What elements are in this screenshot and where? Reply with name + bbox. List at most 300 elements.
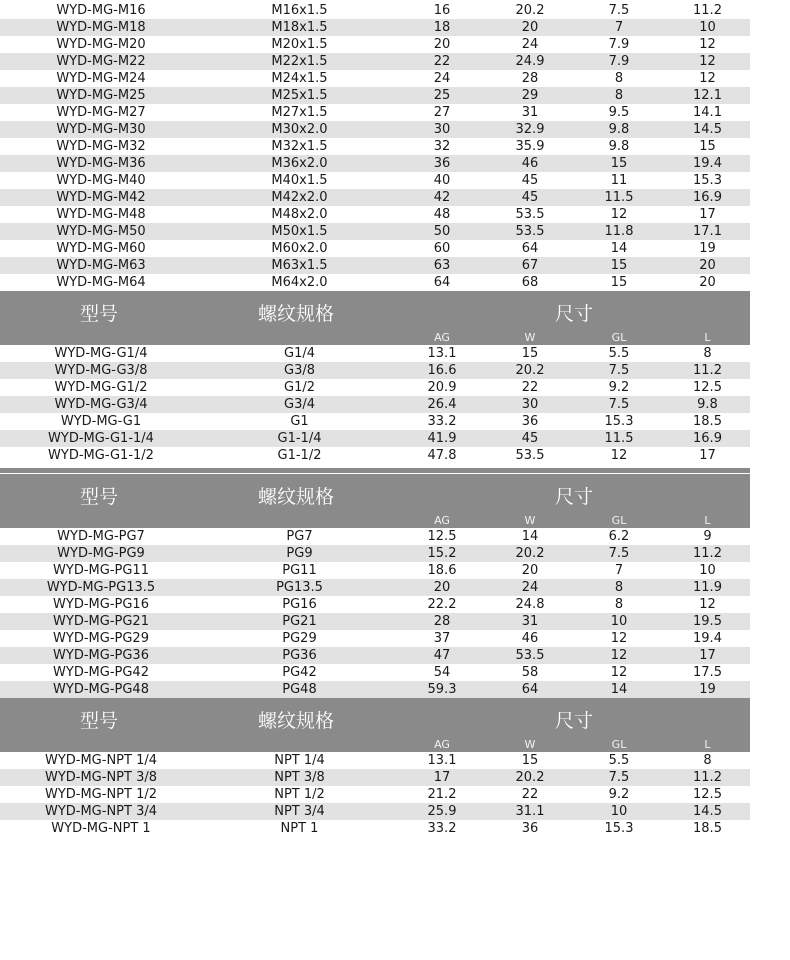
cell-model: WYD-MG-G1-1/4	[48, 431, 154, 446]
cell-thread: M50x1.5	[271, 224, 328, 239]
cell-ag: 48	[433, 207, 451, 222]
cell-ag: 20.9	[427, 380, 457, 395]
cell-w: 46	[521, 631, 539, 646]
cell-ag: 60	[433, 241, 451, 256]
section-divider	[0, 464, 750, 474]
cell-l: 12	[699, 71, 716, 86]
cell-ag: 36	[433, 156, 451, 171]
table-header	[0, 474, 750, 528]
cell-model: WYD-MG-M30	[56, 122, 146, 137]
cell-gl: 7.9	[608, 37, 630, 52]
header-subcolumns	[0, 514, 750, 528]
cell-thread: PG7	[286, 529, 313, 544]
cell-thread: PG9	[286, 546, 313, 561]
cell-ag: 50	[433, 224, 451, 239]
table-header	[0, 698, 750, 752]
cell-l: 11.2	[693, 363, 722, 378]
cell-gl: 10	[610, 614, 628, 629]
cell-model: WYD-MG-M63	[56, 258, 146, 273]
cell-gl: 7.5	[608, 546, 630, 561]
header-spacer	[0, 738, 397, 752]
cell-thread: PG42	[282, 665, 317, 680]
cell-model: WYD-MG-PG13.5	[46, 580, 156, 595]
cell-gl: 8	[614, 580, 624, 595]
cell-w: 45	[521, 431, 539, 446]
cell-l: 19.4	[693, 631, 722, 646]
cell-ag: 47	[433, 648, 451, 663]
table-header	[0, 291, 750, 345]
cell-l: 19.4	[693, 156, 722, 171]
header-w: W	[524, 738, 536, 751]
cell-ag: 18	[433, 20, 451, 35]
cell-l: 19.5	[693, 614, 722, 629]
cell-gl: 15.3	[604, 821, 634, 836]
cell-gl: 15	[610, 258, 628, 273]
cell-gl: 9.8	[608, 139, 630, 154]
cell-gl: 7.5	[608, 770, 630, 785]
cell-model: WYD-MG-M50	[56, 224, 146, 239]
cell-gl: 10	[610, 804, 628, 819]
cell-ag: 15.2	[427, 546, 457, 561]
cell-l: 17	[699, 448, 716, 463]
cell-model: WYD-MG-G3/4	[54, 397, 148, 412]
header-size: 尺寸	[555, 303, 594, 325]
table-row	[0, 345, 750, 362]
cell-w: 53.5	[515, 648, 545, 663]
cell-ag: 33.2	[427, 414, 457, 429]
cell-w: 22	[521, 380, 539, 395]
header-gl: GL	[611, 331, 627, 344]
cell-ag: 20	[433, 37, 451, 52]
cell-thread: PG11	[282, 563, 317, 578]
cell-thread: NPT 3/4	[274, 804, 325, 819]
cell-ag: 47.8	[427, 448, 457, 463]
cell-model: WYD-MG-G1	[60, 414, 142, 429]
cell-gl: 12	[610, 448, 628, 463]
table-row	[0, 36, 750, 53]
cell-w: 53.5	[515, 448, 545, 463]
cell-w: 29	[521, 88, 539, 103]
header-ag: AG	[434, 514, 450, 527]
table-row	[0, 613, 750, 630]
header-size: 尺寸	[555, 710, 594, 732]
cell-ag: 17	[433, 770, 451, 785]
cell-model: WYD-MG-M32	[56, 139, 146, 154]
cell-l: 12	[699, 54, 716, 69]
cell-thread: PG36	[282, 648, 317, 663]
cell-w: 64	[521, 241, 539, 256]
header-ag: AG	[434, 738, 450, 751]
cell-l: 12	[699, 37, 716, 52]
cell-thread: M18x1.5	[271, 20, 328, 35]
cell-gl: 14	[610, 682, 628, 697]
header-l: L	[704, 738, 711, 751]
cell-model: WYD-MG-PG48	[53, 682, 149, 697]
cell-gl: 8	[614, 597, 624, 612]
table-row	[0, 786, 750, 803]
cell-gl: 8	[614, 88, 624, 103]
cell-thread: G1/2	[284, 380, 315, 395]
cell-thread: G1-1/2	[277, 448, 322, 463]
cell-l: 17	[699, 207, 716, 222]
cell-gl: 15.3	[604, 414, 634, 429]
cell-thread: M42x2.0	[271, 190, 328, 205]
cell-w: 15	[521, 753, 539, 768]
cell-l: 11.2	[693, 3, 722, 18]
cell-l: 20	[699, 275, 716, 290]
cell-w: 45	[521, 190, 539, 205]
cell-ag: 18.6	[427, 563, 457, 578]
cell-ag: 42	[433, 190, 451, 205]
cell-thread: M36x2.0	[271, 156, 328, 171]
cell-l: 14.1	[693, 105, 722, 120]
table-row	[0, 803, 750, 820]
cell-ag: 41.9	[427, 431, 457, 446]
cell-l: 17.1	[693, 224, 722, 239]
cell-gl: 14	[610, 241, 628, 256]
cell-gl: 9.2	[608, 787, 630, 802]
cell-w: 31	[521, 614, 539, 629]
cell-model: WYD-MG-PG29	[53, 631, 149, 646]
cell-model: WYD-MG-M60	[56, 241, 146, 256]
cell-thread: G1	[290, 414, 309, 429]
cell-thread: M63x1.5	[271, 258, 328, 273]
cell-thread: NPT 3/8	[274, 770, 325, 785]
cell-model: WYD-MG-G1/2	[54, 380, 148, 395]
cell-l: 17	[699, 648, 716, 663]
cell-model: WYD-MG-M64	[56, 275, 146, 290]
header-thread: 螺纹规格	[258, 303, 335, 325]
header-ag: AG	[434, 331, 450, 344]
cell-l: 20	[699, 258, 716, 273]
cell-gl: 6.2	[608, 529, 630, 544]
cell-w: 24.9	[515, 54, 545, 69]
cell-w: 14	[521, 529, 539, 544]
cell-ag: 25.9	[427, 804, 457, 819]
cell-thread: M24x1.5	[271, 71, 328, 86]
cell-w: 36	[521, 821, 539, 836]
table-row	[0, 681, 750, 698]
cell-gl: 11.5	[604, 190, 634, 205]
header-w: W	[524, 331, 536, 344]
cell-model: WYD-MG-PG11	[53, 563, 149, 578]
cell-w: 35.9	[515, 139, 545, 154]
cell-l: 15.3	[693, 173, 722, 188]
cell-ag: 21.2	[427, 787, 457, 802]
cell-thread: PG16	[282, 597, 317, 612]
divider-bar	[0, 468, 750, 473]
cell-ag: 54	[433, 665, 451, 680]
cell-model: WYD-MG-M16	[56, 3, 146, 18]
table-row	[0, 379, 750, 396]
cell-w: 20.2	[515, 363, 545, 378]
table-row	[0, 596, 750, 613]
table-row	[0, 664, 750, 681]
cell-gl: 9.2	[608, 380, 630, 395]
cell-thread: G3/8	[284, 363, 315, 378]
table-row	[0, 155, 750, 172]
cell-w: 22	[521, 787, 539, 802]
cell-w: 30	[521, 397, 539, 412]
cell-l: 11.2	[693, 770, 722, 785]
table-row	[0, 528, 750, 545]
cell-ag: 63	[433, 258, 451, 273]
cell-thread: M30x2.0	[271, 122, 328, 137]
cell-ag: 37	[433, 631, 451, 646]
cell-ag: 12.5	[427, 529, 457, 544]
header-spacer	[0, 514, 397, 528]
cell-gl: 11.8	[604, 224, 634, 239]
cell-ag: 28	[433, 614, 451, 629]
cell-model: WYD-MG-M40	[56, 173, 146, 188]
cell-w: 24.8	[515, 597, 545, 612]
cell-model: WYD-MG-G1/4	[54, 346, 148, 361]
cell-l: 10	[699, 563, 716, 578]
cell-model: WYD-MG-PG16	[53, 597, 149, 612]
cell-w: 20.2	[515, 3, 545, 18]
cell-l: 14.5	[693, 122, 722, 137]
header-gl: GL	[611, 514, 627, 527]
cell-ag: 20	[433, 580, 451, 595]
cell-model: WYD-MG-PG7	[57, 529, 145, 544]
spec-sheet	[0, 2, 750, 837]
cell-w: 15	[521, 346, 539, 361]
cell-w: 20	[521, 563, 539, 578]
cell-gl: 12	[610, 207, 628, 222]
cell-thread: PG13.5	[276, 580, 323, 595]
table-row	[0, 257, 750, 274]
table-section-metric	[0, 2, 750, 291]
cell-l: 15	[699, 139, 716, 154]
header-size: 尺寸	[555, 486, 594, 508]
cell-w: 58	[521, 665, 539, 680]
cell-w: 46	[521, 156, 539, 171]
header-thread: 螺纹规格	[258, 710, 335, 732]
header-model: 型号	[80, 710, 119, 732]
cell-ag: 26.4	[427, 397, 457, 412]
cell-model: WYD-MG-PG9	[57, 546, 145, 561]
cell-ag: 13.1	[427, 346, 457, 361]
table-row	[0, 630, 750, 647]
cell-gl: 8	[614, 71, 624, 86]
cell-gl: 7	[614, 20, 624, 35]
cell-thread: M20x1.5	[271, 37, 328, 52]
cell-gl: 12	[610, 648, 628, 663]
cell-l: 12.5	[693, 380, 722, 395]
cell-thread: NPT 1/2	[274, 787, 325, 802]
cell-l: 12.1	[693, 88, 722, 103]
header-model: 型号	[80, 303, 119, 325]
cell-thread: G3/4	[284, 397, 315, 412]
cell-model: WYD-MG-G3/8	[54, 363, 148, 378]
table-row	[0, 189, 750, 206]
cell-ag: 13.1	[427, 753, 457, 768]
cell-ag: 33.2	[427, 821, 457, 836]
cell-w: 32.9	[515, 122, 545, 137]
table-row	[0, 104, 750, 121]
cell-l: 14.5	[693, 804, 722, 819]
cell-gl: 12	[610, 665, 628, 680]
cell-thread: M16x1.5	[271, 3, 328, 18]
cell-thread: PG21	[282, 614, 317, 629]
table-row	[0, 274, 750, 291]
header-l: L	[704, 514, 711, 527]
table-row	[0, 121, 750, 138]
cell-l: 19	[699, 682, 716, 697]
cell-gl: 9.5	[608, 105, 630, 120]
table-row	[0, 647, 750, 664]
table-row	[0, 87, 750, 104]
cell-thread: G1/4	[284, 346, 315, 361]
cell-model: WYD-MG-M36	[56, 156, 146, 171]
cell-gl: 5.5	[608, 753, 630, 768]
table-row	[0, 172, 750, 189]
cell-gl: 7.9	[608, 54, 630, 69]
cell-l: 8	[703, 753, 712, 768]
cell-thread: M22x1.5	[271, 54, 328, 69]
header-model: 型号	[80, 486, 119, 508]
cell-l: 9	[703, 529, 712, 544]
cell-thread: M48x2.0	[271, 207, 328, 222]
cell-model: WYD-MG-NPT 1/2	[44, 787, 158, 802]
cell-ag: 32	[433, 139, 451, 154]
cell-ag: 16	[433, 3, 451, 18]
cell-l: 19	[699, 241, 716, 256]
cell-ag: 22.2	[427, 597, 457, 612]
cell-ag: 16.6	[427, 363, 457, 378]
cell-model: WYD-MG-PG36	[53, 648, 149, 663]
table-row	[0, 769, 750, 786]
cell-l: 11.2	[693, 546, 722, 561]
cell-l: 12	[699, 597, 716, 612]
cell-gl: 7.5	[608, 3, 630, 18]
cell-thread: M60x2.0	[271, 241, 328, 256]
table-row	[0, 752, 750, 769]
cell-w: 20	[521, 20, 539, 35]
cell-thread: M27x1.5	[271, 105, 328, 120]
cell-gl: 11.5	[604, 431, 634, 446]
table-row	[0, 562, 750, 579]
cell-gl: 7.5	[608, 363, 630, 378]
cell-model: WYD-MG-M18	[56, 20, 146, 35]
table-section-npt	[0, 752, 750, 837]
cell-gl: 15	[610, 275, 628, 290]
cell-ag: 30	[433, 122, 451, 137]
table-row	[0, 430, 750, 447]
cell-model: WYD-MG-M48	[56, 207, 146, 222]
table-row	[0, 138, 750, 155]
header-l: L	[704, 331, 711, 344]
cell-l: 16.9	[693, 431, 722, 446]
cell-model: WYD-MG-NPT 3/8	[44, 770, 158, 785]
table-row	[0, 2, 750, 19]
cell-l: 18.5	[693, 821, 722, 836]
cell-w: 53.5	[515, 207, 545, 222]
cell-ag: 22	[433, 54, 451, 69]
table-row	[0, 206, 750, 223]
cell-l: 9.8	[697, 397, 718, 412]
cell-w: 36	[521, 414, 539, 429]
table-row	[0, 447, 750, 464]
cell-ag: 59.3	[427, 682, 457, 697]
cell-w: 24	[521, 37, 539, 52]
cell-thread: M32x1.5	[271, 139, 328, 154]
cell-gl: 12	[610, 631, 628, 646]
table-row	[0, 396, 750, 413]
cell-thread: PG29	[282, 631, 317, 646]
cell-w: 31	[521, 105, 539, 120]
cell-model: WYD-MG-NPT 1	[51, 821, 151, 836]
table-row	[0, 413, 750, 430]
cell-l: 18.5	[693, 414, 722, 429]
cell-w: 68	[521, 275, 539, 290]
header-subcolumns	[0, 738, 750, 752]
cell-model: WYD-MG-M25	[56, 88, 146, 103]
cell-l: 17.5	[693, 665, 722, 680]
header-gl: GL	[611, 738, 627, 751]
cell-l: 16.9	[693, 190, 722, 205]
cell-w: 28	[521, 71, 539, 86]
cell-model: WYD-MG-PG42	[53, 665, 149, 680]
cell-model: WYD-MG-M42	[56, 190, 146, 205]
cell-model: WYD-MG-M20	[56, 37, 146, 52]
cell-gl: 7	[614, 563, 624, 578]
cell-w: 24	[521, 580, 539, 595]
cell-w: 20.2	[515, 546, 545, 561]
table-row	[0, 362, 750, 379]
cell-w: 31.1	[515, 804, 545, 819]
cell-ag: 25	[433, 88, 451, 103]
table-row	[0, 545, 750, 562]
cell-thread: M64x2.0	[271, 275, 328, 290]
table-row	[0, 19, 750, 36]
header-spacer	[0, 331, 397, 345]
cell-l: 12.5	[693, 787, 722, 802]
table-section-pg	[0, 528, 750, 698]
table-row	[0, 820, 750, 837]
cell-w: 67	[521, 258, 539, 273]
cell-w: 64	[521, 682, 539, 697]
cell-ag: 24	[433, 71, 451, 86]
table-section-g	[0, 345, 750, 464]
header-w: W	[524, 514, 536, 527]
cell-l: 8	[703, 346, 712, 361]
cell-w: 53.5	[515, 224, 545, 239]
cell-thread: G1-1/4	[277, 431, 322, 446]
cell-model: WYD-MG-M22	[56, 54, 146, 69]
cell-gl: 5.5	[608, 346, 630, 361]
header-subcolumns	[0, 331, 750, 345]
header-thread: 螺纹规格	[258, 486, 335, 508]
cell-model: WYD-MG-NPT 3/4	[44, 804, 158, 819]
table-row	[0, 579, 750, 596]
cell-model: WYD-MG-G1-1/2	[48, 448, 154, 463]
table-row	[0, 223, 750, 240]
cell-thread: NPT 1	[280, 821, 319, 836]
cell-l: 10	[699, 20, 716, 35]
cell-model: WYD-MG-NPT 1/4	[44, 753, 158, 768]
cell-gl: 9.8	[608, 122, 630, 137]
table-row	[0, 70, 750, 87]
cell-l: 11.9	[693, 580, 722, 595]
cell-model: WYD-MG-M27	[56, 105, 146, 120]
cell-thread: PG48	[282, 682, 317, 697]
cell-model: WYD-MG-M24	[56, 71, 146, 86]
cell-thread: M40x1.5	[271, 173, 328, 188]
cell-gl: 7.5	[608, 397, 630, 412]
cell-gl: 15	[610, 156, 628, 171]
cell-thread: NPT 1/4	[274, 753, 325, 768]
